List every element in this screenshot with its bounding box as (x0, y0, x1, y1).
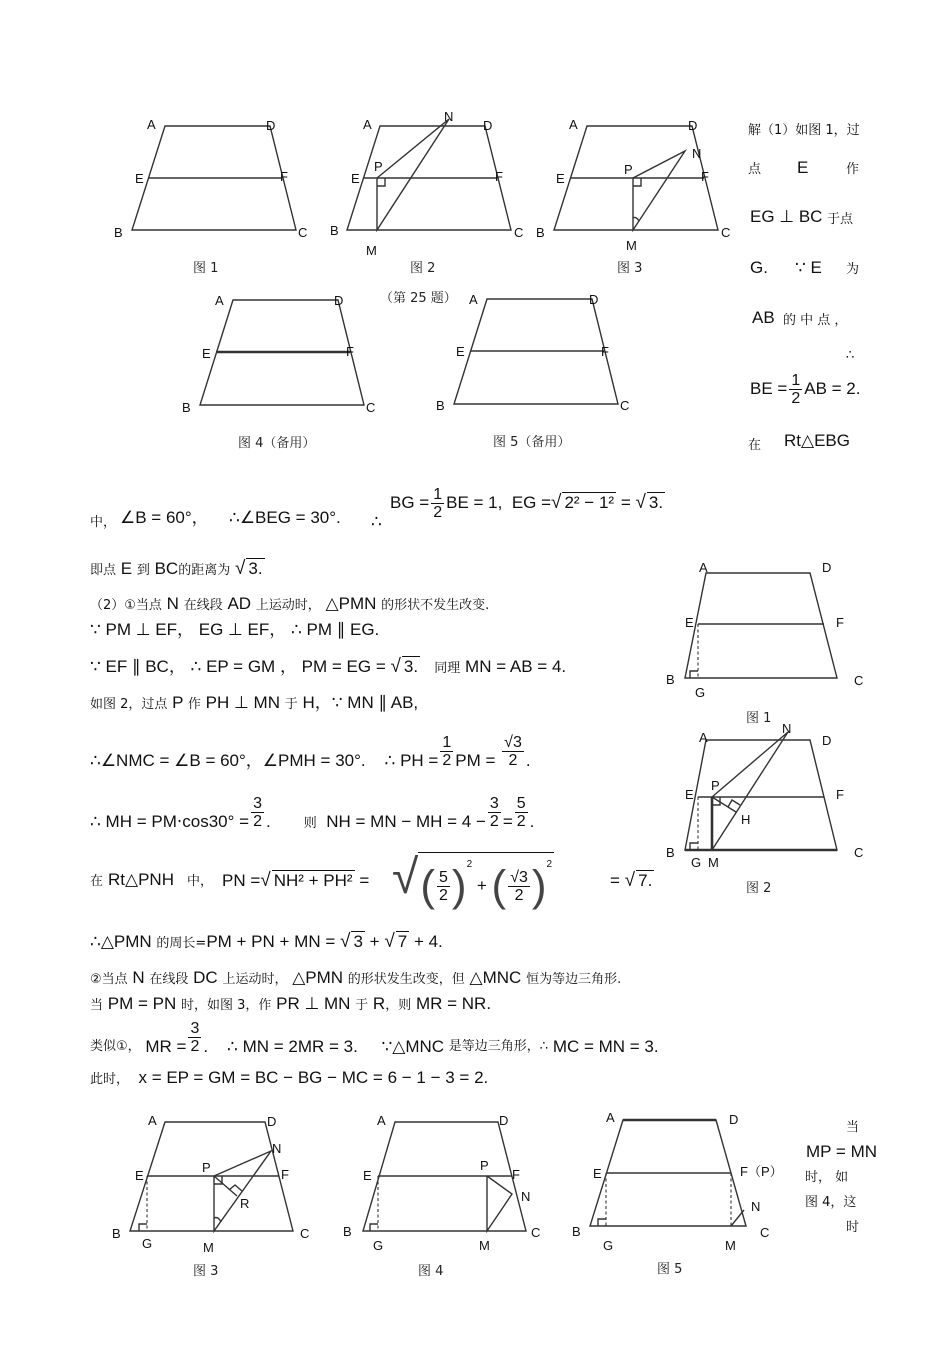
bc: BC (154, 559, 179, 578)
txt: 到 (136, 563, 150, 578)
label-c: C (620, 398, 630, 413)
numerator: 1 (433, 486, 443, 503)
pt-h: H (302, 693, 315, 712)
label-d: D (822, 733, 832, 748)
caption-right-fig2: 图 2 (746, 881, 772, 896)
trapezoid (685, 573, 837, 678)
paren: ( (420, 861, 435, 911)
label-e: E (685, 787, 694, 802)
sqrt-sign: √ (384, 931, 395, 952)
label-c: C (760, 1225, 770, 1240)
txt: 如图 2，过点 (90, 697, 168, 712)
label-c: C (531, 1225, 541, 1240)
label-n: N (444, 109, 454, 124)
label-c: C (300, 1226, 310, 1241)
txt: 在线段 (183, 598, 223, 613)
perimeter-expr: PM + PN + MN = (206, 932, 336, 951)
solution-line-5 (90, 656, 566, 679)
mn-ab: MN = AB = 4. (465, 657, 567, 676)
txt: 恒为等边三角形. (526, 972, 622, 987)
angle-nmc: ∴∠NMC = ∠B = 60°，∠PMH = 30°. (90, 750, 366, 770)
caption-top-fig5: 图 5（备用） (493, 435, 571, 450)
label-e: E (685, 615, 694, 630)
pr-perp: PR ⊥ MN (276, 994, 351, 1013)
caption-right-fig1: 图 1 (746, 711, 772, 726)
label-a: A (147, 117, 156, 132)
top-figure-3 (532, 112, 742, 262)
txt: 于 (284, 697, 298, 712)
triangle-pmn (214, 1151, 271, 1231)
label-f: F (836, 787, 844, 802)
label-n: N (521, 1189, 531, 1204)
triangle-pmn (712, 732, 788, 850)
sqrt7: 7 (397, 932, 408, 951)
side-line-4c: 为 (846, 262, 860, 277)
fraction-3-2b (488, 795, 501, 830)
side-line-1: 解（1）如图 1，过 (748, 123, 860, 138)
txt: 同理 (434, 661, 461, 676)
pm-pn: PM = PN (107, 994, 177, 1013)
txt: 作 (187, 697, 201, 712)
label-a: A (469, 292, 478, 307)
ph-label: ∴ PH = (384, 750, 439, 770)
fraction-5-2 (515, 795, 528, 830)
period: . (525, 750, 531, 770)
numerator: √3 (504, 734, 522, 751)
label-b: B (666, 672, 675, 687)
bg-expression (390, 486, 665, 521)
sqrt-sign: √ (390, 656, 401, 677)
plus: + (369, 932, 380, 951)
txt: 于 (355, 998, 369, 1013)
label-f: F (836, 615, 844, 630)
label-c: C (366, 400, 376, 415)
period: . (529, 811, 535, 831)
sqrt-sign: √ (551, 491, 562, 513)
bottom-figure-3 (105, 1108, 320, 1258)
numerator: 3 (253, 795, 262, 812)
solution-line-12 (90, 994, 491, 1016)
label-d: D (729, 1112, 739, 1127)
label-p: P (624, 162, 633, 177)
label-a: A (699, 560, 708, 575)
label-b: B (572, 1224, 581, 1239)
label-d: D (267, 1114, 277, 1129)
side-line-3b: 于点 (827, 212, 854, 227)
solution-line-7 (90, 734, 531, 769)
ef-parallel: ∵ EF ∥ BC， ∴ EP = GM ， PM = EG = (90, 657, 386, 676)
label-b: B (666, 845, 675, 860)
ph-perp: PH ⊥ MN (205, 693, 280, 712)
denominator: 2 (514, 887, 524, 905)
label-e: E (456, 344, 465, 359)
eq-sign: = (610, 871, 620, 890)
numerator: 3 (190, 1020, 200, 1037)
right-angle-mark (633, 178, 641, 186)
top-figure-5 (432, 287, 637, 427)
side-line-8a: 在 (748, 438, 762, 453)
paren: ) (451, 861, 467, 911)
label-d: D (266, 118, 276, 133)
sqrt-sign: √ (624, 870, 636, 891)
label-p: P (374, 159, 383, 174)
mr-label: MR = (145, 1036, 187, 1056)
solution-line-3 (90, 594, 489, 616)
label-f: F (512, 1167, 520, 1182)
solution-line-8 (90, 795, 534, 830)
label-b: B (343, 1224, 352, 1239)
paren: ) (531, 861, 547, 911)
label-m: M (479, 1238, 490, 1253)
triangle-pmn (633, 151, 685, 230)
mn-2mr: ∴ MN = 2MR = 3. (227, 1036, 358, 1056)
solution-line-11 (90, 968, 621, 990)
label-d: D (483, 118, 493, 133)
label-n: N (272, 1141, 282, 1156)
pt-e: E (120, 559, 133, 578)
side-line-2c: 作 (846, 162, 860, 177)
label-p: P (711, 778, 720, 793)
label-p: P (480, 1158, 489, 1173)
sqrt3: 3. (403, 657, 419, 676)
txt: ②当点 (90, 972, 128, 987)
txt: （2）①当点 (90, 598, 162, 613)
angle-arc (633, 217, 639, 221)
solution-line-14 (90, 1068, 488, 1090)
pmn: △PMN (325, 594, 377, 613)
bg-label: BG = (390, 492, 430, 512)
label-d: D (334, 293, 344, 308)
txt: 则 (303, 815, 317, 831)
label-n: N (782, 721, 792, 736)
label-a: A (363, 117, 372, 132)
right-angle-mark-g (598, 1219, 606, 1226)
caption-top-fig4: 图 4（备用） (238, 436, 316, 451)
pt-p: P (172, 693, 184, 712)
label-a: A (215, 293, 224, 308)
denominator: 2 (508, 752, 518, 769)
big-root (392, 848, 554, 911)
numerator: 5 (439, 869, 448, 887)
pmn: △PMN (292, 968, 344, 987)
sqrt-sign: √ (340, 931, 351, 952)
side-line-5a: AB (752, 308, 775, 327)
plus: + (476, 876, 487, 895)
triangle-pmn (487, 1176, 512, 1231)
fraction-3-2 (188, 1020, 201, 1055)
label-e: E (556, 171, 565, 186)
nh-expression: NH = MN − MH = 4 − (326, 811, 486, 831)
fraction-3-2 (251, 795, 264, 830)
fraction-half (431, 486, 444, 521)
denominator: 2 (442, 752, 452, 769)
solution-line-2 (90, 558, 265, 581)
label-h: H (741, 812, 751, 827)
label-e: E (363, 1168, 372, 1183)
right-angle-mark (690, 671, 698, 678)
right-angle-mark-g (139, 1224, 147, 1231)
txt: 此时， (90, 1072, 130, 1087)
side-be: BE = (750, 378, 788, 398)
sqrt3: 3 (353, 932, 363, 951)
solution-line-13 (90, 1020, 659, 1055)
caption-bottom-fig4: 图 4 (418, 1264, 444, 1279)
txt: 的形状发生改变，但 (347, 972, 465, 987)
right-figure-1 (660, 556, 875, 706)
sqrt-sign: √ (260, 870, 271, 891)
label-a: A (148, 1113, 157, 1128)
label-a: A (569, 117, 578, 132)
txt: 类似①， (90, 1038, 141, 1054)
label-f: F (346, 344, 354, 359)
numerator: √3 (510, 869, 528, 887)
sqrt-nh-ph: NH² + PH² (273, 871, 353, 890)
label-r: R (240, 1196, 250, 1211)
label-f: F (701, 169, 709, 184)
sqrt-sign-2: √ (635, 491, 646, 513)
label-p: P (202, 1160, 211, 1175)
label-f: F (495, 169, 503, 184)
label-f: F (281, 1167, 289, 1182)
mh-expression: ∴ MH = PM⋅cos30° = (90, 811, 250, 831)
label-e: E (593, 1166, 602, 1181)
label-f: F (601, 344, 609, 359)
bottom-figure-5 (568, 1106, 803, 1256)
eq-sign: = (502, 811, 513, 831)
side-line-2a: 点 (748, 162, 762, 177)
be-eq-1: BE = 1, (446, 492, 503, 512)
period: . (265, 811, 271, 831)
side-line-3a: EG ⊥ BC (750, 207, 823, 226)
top-figure-4 (178, 288, 383, 428)
label-n: N (751, 1199, 761, 1214)
label-b: B (112, 1226, 121, 1241)
trapezoid (685, 740, 837, 850)
label-e: E (202, 346, 211, 361)
txt: 即点 (90, 563, 117, 578)
rt-pnh: Rt△PNH (108, 870, 174, 889)
fraction-half (789, 372, 802, 407)
eq-sign: = (359, 871, 370, 890)
label-g: G (695, 685, 706, 700)
sqrt7: 7. (638, 871, 653, 890)
fraction-half (440, 734, 453, 769)
label-c: C (514, 225, 524, 240)
paren: ( (491, 861, 507, 911)
top-figure-2 (325, 105, 540, 263)
denominator: 2 (433, 504, 443, 521)
label-b: B (114, 225, 123, 240)
mnc: △MNC (469, 968, 522, 987)
angle-beg: ∴∠BEG = 30°. (229, 508, 341, 527)
label-g: G (373, 1238, 384, 1253)
label-a: A (606, 1110, 615, 1125)
txt: ，则 (385, 998, 412, 1013)
bottom-side-4: 图 4，这 (805, 1195, 857, 1210)
solution-line-4: ∵ PM ⊥ EF， EG ⊥ EF， ∴ PM ∥ EG. (90, 620, 380, 639)
txt: 时，如图 3，作 (180, 998, 272, 1013)
label-d: D (589, 292, 599, 307)
side-line-2b: E (797, 158, 809, 177)
pm-label: PM = (455, 750, 496, 770)
label-m: M (708, 855, 719, 870)
txt: 的距离为 (178, 563, 231, 578)
label-m: M (725, 1238, 736, 1253)
side-line-5b: 的 中 点 ， (783, 313, 848, 328)
label-d: D (688, 118, 698, 133)
right-angle-mark-g (370, 1224, 378, 1231)
txt: 在 (90, 874, 104, 889)
caption-bottom-fig5: 图 5 (657, 1262, 683, 1277)
ad: AD (227, 594, 252, 613)
txt: 当 (90, 998, 104, 1013)
pn-eq (222, 870, 369, 891)
denominator: 2 (489, 813, 499, 830)
txt: 在线段 (149, 972, 189, 987)
pt-n: N (166, 594, 179, 613)
mnc: ∵△MNC (381, 1036, 445, 1056)
label-c: C (854, 845, 864, 860)
numerator: 5 (516, 795, 526, 812)
right-angle-mark (377, 178, 385, 186)
denominator: 2 (439, 887, 448, 905)
pn-result (610, 870, 654, 891)
label-f-p: F（P） (740, 1164, 783, 1179)
side-line-7 (750, 372, 860, 407)
sqrt-content: 2² − 1² (564, 492, 615, 512)
label-b: B (436, 398, 445, 413)
sqrt3: 3. (248, 559, 263, 578)
label-a: A (377, 1113, 386, 1128)
bottom-side-3: 时， 如 (805, 1170, 849, 1185)
right-angle-mark-h (728, 800, 740, 807)
caption-top-fig3: 图 3 (617, 261, 643, 276)
therefore-sign: ∴ (371, 512, 382, 531)
fraction-sqrt3-2 (508, 869, 530, 904)
problem-label: （第 25 题） (380, 291, 457, 306)
mn-segment (731, 1210, 744, 1226)
pt-r: R (372, 994, 386, 1013)
bottom-side-1: 当 (846, 1120, 860, 1135)
txt: 上运动时， (255, 598, 321, 613)
sqrt3: 3. (648, 492, 664, 512)
label-g: G (142, 1236, 153, 1251)
label-m: M (203, 1240, 214, 1255)
label-e: E (351, 171, 360, 186)
angle-b: ∠B = 60°， (120, 508, 209, 527)
label-b: B (536, 225, 545, 240)
word-zhong: 中， (90, 515, 117, 530)
numerator: 1 (442, 734, 452, 751)
sqrt-sign: √ (234, 558, 246, 579)
denominator: 2 (253, 813, 262, 830)
label-e: E (135, 1168, 144, 1183)
numerator: 1 (791, 372, 801, 389)
fraction-sqrt3-over-2 (502, 734, 524, 769)
label-g: G (691, 855, 702, 870)
bottom-side-2: MP = MN (806, 1142, 878, 1161)
label-b: B (182, 400, 191, 415)
solution-line-10 (90, 931, 443, 954)
top-figure-1 (110, 112, 315, 262)
side-line-4b: ∵ E (795, 258, 822, 277)
txt: 上运动时， (222, 972, 288, 987)
label-n: N (692, 146, 702, 161)
angle-arc (214, 1218, 221, 1223)
txt: 是等边三角形，∴ (448, 1038, 549, 1054)
caption-top-fig2: 图 2 (410, 261, 436, 276)
denominator: 2 (516, 813, 526, 830)
fraction-5-2 (437, 869, 450, 904)
label-g: G (603, 1238, 614, 1253)
eg-label: EG = (511, 492, 552, 512)
solution-line-6 (90, 693, 418, 715)
label-c: C (854, 673, 864, 688)
mc-mn: MC = MN = 3. (552, 1036, 659, 1056)
dc: DC (193, 968, 218, 987)
bottom-figure-4 (338, 1108, 553, 1258)
caption-top-fig1: 图 1 (193, 261, 219, 276)
txt: 的形状不发生改变. (381, 598, 490, 613)
label-c: C (298, 225, 308, 240)
bottom-side-5: 时 (846, 1220, 860, 1235)
label-m: M (626, 238, 637, 253)
label-c: C (721, 225, 731, 240)
numerator: 3 (489, 795, 499, 812)
triangle-pmn (377, 119, 449, 230)
big-root-content: ( $\frac{5}{2}$ )$^2$ + ( $\frac{√3}{2}$ )$^2$ (418, 852, 554, 906)
label-a: A (699, 730, 708, 745)
label-m: M (366, 243, 377, 258)
eq-sign: = (620, 492, 631, 512)
side-line-8b: Rt△EBG (784, 431, 850, 450)
denominator: 2 (791, 390, 801, 407)
period: . (203, 1036, 209, 1056)
side-line-4a: G. (750, 258, 768, 277)
label-d: D (822, 560, 832, 575)
big-sqrt-sign: √ (392, 851, 419, 904)
side-ab: AB = 2. (804, 378, 861, 398)
plus-4: + 4. (413, 932, 443, 951)
label-b: B (330, 223, 339, 238)
mn-parallel: ，∵ MN ∥ AB, (314, 693, 419, 712)
pmn: ∴△PMN (90, 932, 152, 951)
txt: 中， (187, 874, 214, 889)
pn-label: PN = (222, 871, 261, 890)
caption-bottom-fig3: 图 3 (193, 1264, 219, 1279)
x-expression: x = EP = GM = BC − BG − MC = 6 − 1 − 3 = 2. (138, 1068, 489, 1087)
txt: 的周长= (156, 936, 207, 951)
label-d: D (499, 1113, 509, 1128)
label-e: E (135, 171, 144, 186)
label-f: F (280, 169, 288, 184)
pt-n: N (132, 968, 145, 987)
denominator: 2 (190, 1038, 200, 1055)
right-figure-2 (660, 720, 875, 870)
mr-nr: MR = NR. (415, 994, 492, 1013)
side-line-6: ∴ (846, 348, 855, 363)
